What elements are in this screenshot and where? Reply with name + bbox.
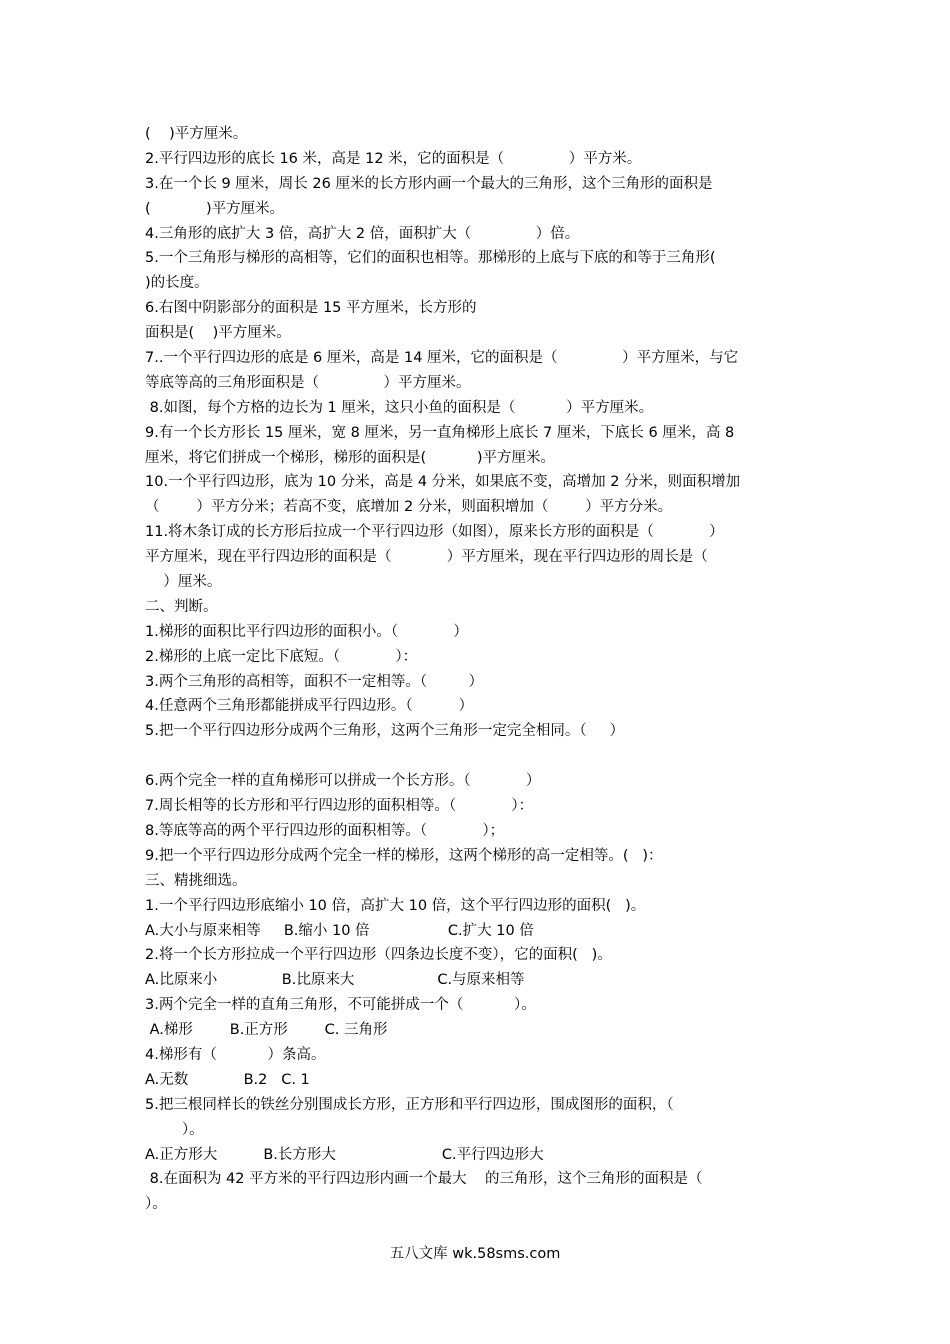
choice-options-4: A.无数 B.2 C. 1 [145,1071,310,1088]
judge-question-2: 2.梯形的上底一定比下底短。（ ）： [145,648,418,665]
choice-options-2: A.比原来小 B.比原来大 C.与原来相等 [145,972,525,989]
section-heading-judge: 二、判断。 [145,598,218,615]
choice-question-3: 3.两个完全一样的直角三角形，不可能拼成一个（ ）。 [145,997,536,1014]
text-line: ( )平方厘米。 [145,126,248,142]
judge-question-3: 3.两个三角形的高相等，面积不一定相等。（ ） [145,673,484,690]
text-line: 平方厘米，现在平行四边形的面积是（ ）平方厘米，现在平行四边形的周长是（ [145,549,708,566]
judge-question-7: 7.周长相等的长方形和平行四边形的面积相等。（ ）： [145,798,534,815]
fill-question-9: 9.有一个长方形长 15 厘米，宽 8 厘米，另一直角梯形上底长 7 厘米，下底长 6 厘米，高 8 [145,424,735,441]
fill-question-11: 11.将木条订成的长方形后拉成一个平行四边形（如图），原来长方形的面积是（ ） [145,524,724,541]
judge-question-6: 6.两个完全一样的直角梯形可以拼成一个长方形。（ ） [145,773,541,790]
blank-line [145,744,810,769]
judge-question-1: 1.梯形的面积比平行四边形的面积小。（ ） [145,623,468,640]
judge-question-8: 8.等底等高的两个平行四边形的面积相等。（ ）； [145,822,505,839]
choice-options-5: A.正方形大 B.长方形大 C.平行四边形大 [145,1146,544,1163]
fill-question-7: 7..一个平行四边形的底是 6 厘米，高是 14 厘米，它的面积是（ ）平方厘米，与它 [145,350,739,367]
text-line: ( )平方厘米。 [145,200,285,217]
text-line: )的长度。 [145,275,209,292]
choice-question-1: 1.一个平行四边形底缩小 10 倍，高扩大 10 倍，这个平行四边形的面积( )。 [145,897,646,914]
text-line: ）。 [145,1121,204,1138]
footer-watermark: 五八文库 wk.58sms.com [389,1246,561,1262]
text-line: （ ）平方分米；若高不变，底增加 2 分米，则面积增加（ ）平方分米。 [145,499,673,516]
choice-options-1: A.大小与原来相等 B.缩小 10 倍 C.扩大 10 倍 [145,922,534,939]
judge-question-4: 4.任意两个三角形都能拼成平行四边形。（ ） [145,698,474,715]
choice-question-4: 4.梯形有（ ）条高。 [145,1046,326,1063]
fill-question-2: 2.平行四边形的底长 16 米，高是 12 米，它的面积是（ ）平方米。 [145,150,642,167]
text-line: 面积是( )平方厘米。 [145,325,291,342]
document-body [145,122,810,1217]
text-line: 厘米，将它们拼成一个梯形，梯形的面积是( )平方厘米。 [145,449,556,466]
fill-question-3: 3.在一个长 9 厘米，周长 26 厘米的长方形内画一个最大的三角形，这个三角形的面积是 [145,175,713,192]
text-line: ）厘米。 [145,574,222,591]
fill-question-6: 6.右图中阴影部分的面积是 15 平方厘米，长方形的 [145,300,477,317]
choice-question-8: 8.在面积为 42 平方米的平行四边形内画一个最大 的三角形，这个三角形的面积是（ [145,1171,703,1188]
fill-question-8: 8.如图，每个方格的边长为 1 厘米，这只小鱼的面积是（ ）平方厘米。 [145,399,654,416]
text-line: ）。 [145,1196,167,1213]
section-heading-choice: 三、精挑细选。 [145,872,247,889]
choice-options-3: A.梯形 B.正方形 C. 三角形 [145,1022,388,1039]
choice-question-5: 5.把三根同样长的铁丝分别围成长方形，正方形和平行四边形，围成图形的面积，（ [145,1096,674,1113]
fill-question-4: 4.三角形的底扩大 3 倍，高扩大 2 倍，面积扩大（ ）倍。 [145,225,580,242]
fill-question-10: 10.一个平行四边形，底为 10 分米，高是 4 分米，如果底不变，高增加 2 分米，则面积增加 [145,474,741,491]
choice-question-2: 2.将一个长方形拉成一个平行四边形（四条边长度不变），它的面积( )。 [145,947,612,964]
judge-question-5: 5.把一个平行四边形分成两个三角形，这两个三角形一定完全相同。（ ） [145,723,625,740]
judge-question-9: 9.把一个平行四边形分成两个完全一样的梯形，这两个梯形的高一定相等。( )： [145,847,663,864]
fill-question-5: 5.一个三角形与梯形的高相等，它们的面积也相等。那梯形的上底与下底的和等于三角形( [145,250,716,267]
text-line: 等底等高的三角形面积是（ ）平方厘米。 [145,374,471,391]
